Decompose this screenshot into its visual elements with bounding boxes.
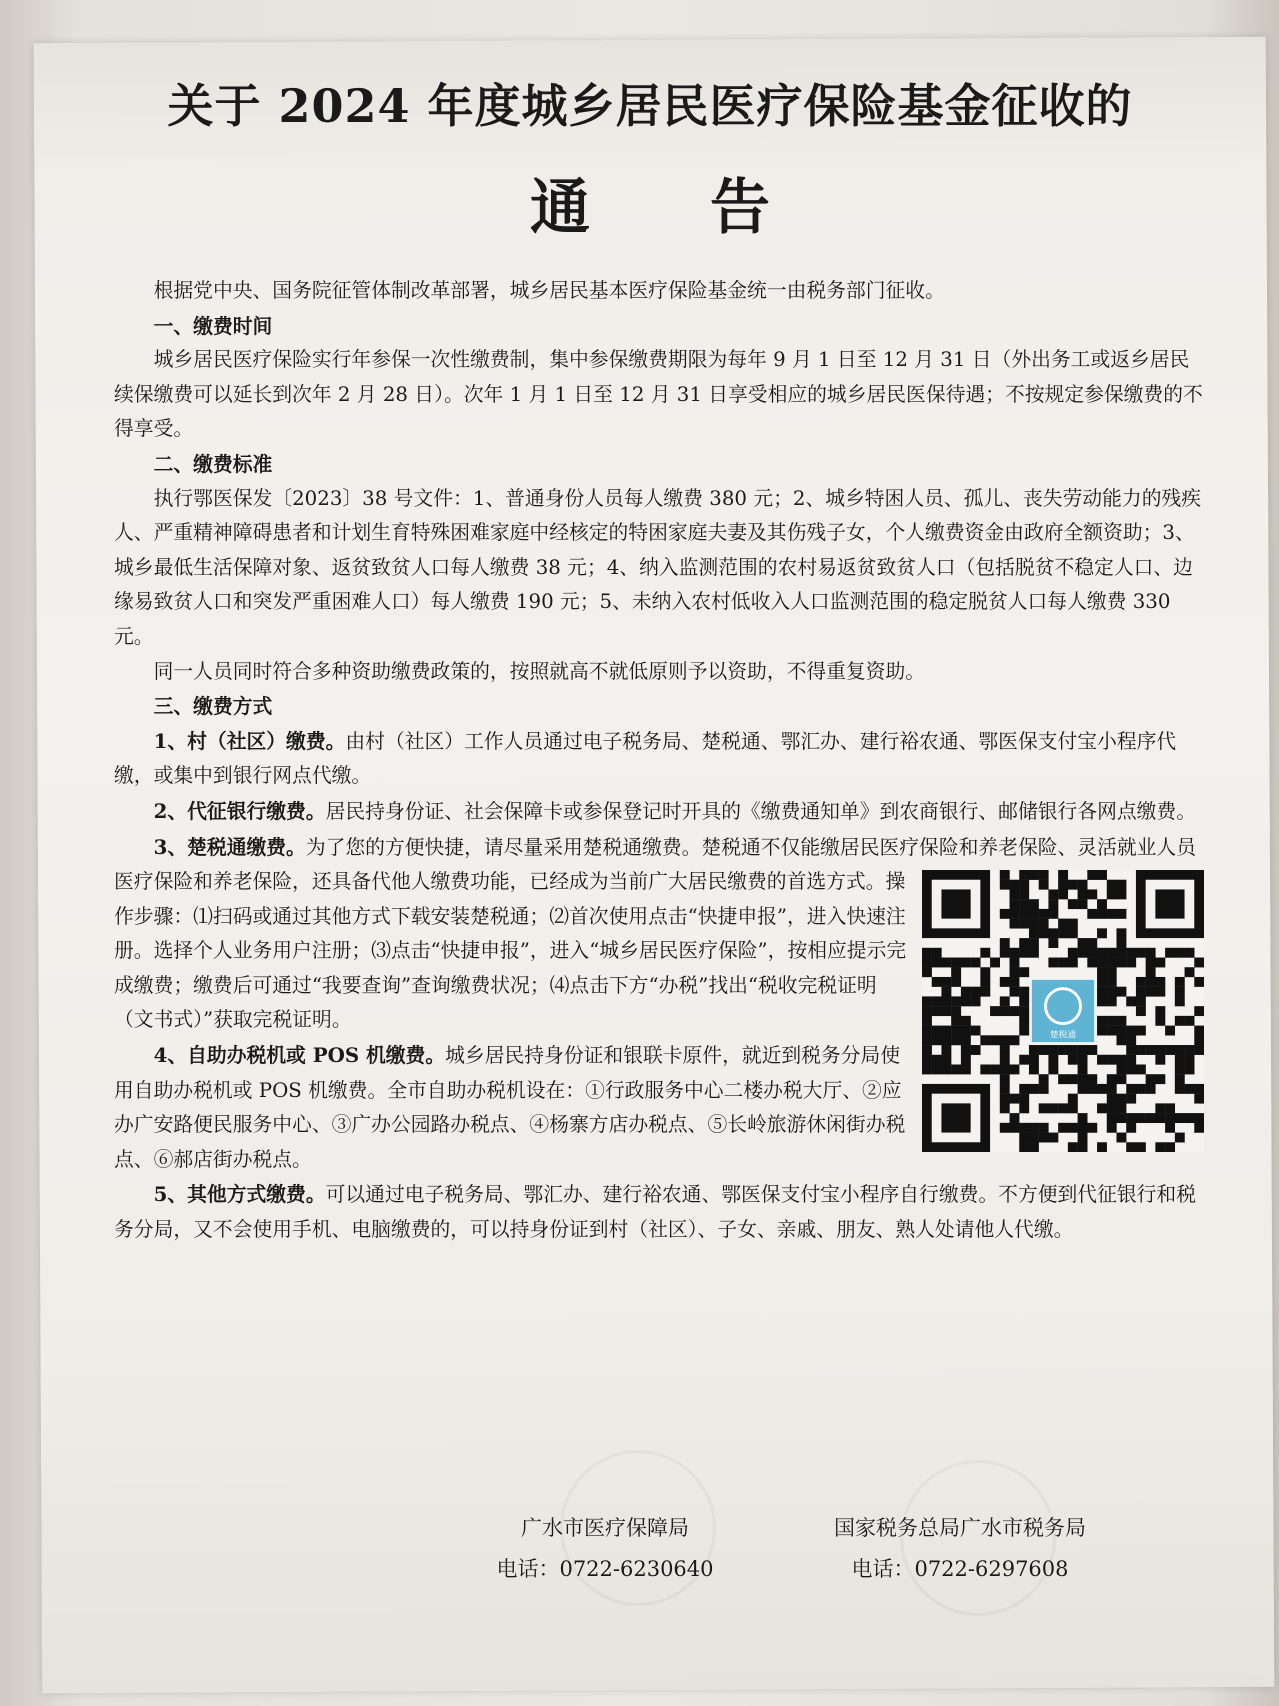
qr-code-container — [922, 870, 1204, 1152]
notice-body — [114, 274, 1204, 1248]
footer-org2: 国家税务总局广水市税务局 — [834, 1516, 1086, 1540]
qr-logo-text — [1050, 1028, 1077, 1040]
method1-title: 1、村（社区）缴费。 — [153, 728, 346, 753]
method4-text: 城乡居民持身份证和银联卡原件，就近到税务分局使用自助办税机或 POS 机缴费。全市自助办税机设在：①行政服务中心二楼办税大厅、②应办广安路便民服务中心、③广办公园路办税点、④杨寨方店办税点、⑤长岭旅游休闲街办税点、⑥郝店街办税点。 — [114, 1044, 906, 1171]
footer-medical-bureau — [480, 1508, 730, 1590]
footer-tax-bureau — [810, 1508, 1110, 1590]
method3-text: 为了您的方便快捷，请尽量采用楚税通缴费。楚税通不仅能缴居民医疗保险和养老保险、灵活就业人员医疗保险和养老保险，还具备代他人缴费功能，已经成为当前广大居民缴费的首选方式。操作步骤：⑴扫码或通过其他方式下载安装楚税通；⑵首次使用点击“快捷申报”，进入快速注册。选择个人业务用户注册；⑶点击“快捷申报”，进入“城乡居民医疗保险”，按相应提示完成缴费；缴费后可通过“我要查询”查询缴费状况；⑷点击下方“办税”找出“税收完税证明（文书式）”获取完税证明。 — [114, 835, 1196, 1032]
method2 — [114, 794, 1204, 830]
notice-subtitle: 通告 — [530, 173, 890, 243]
method4-title: 4、自助办税机或 POS 机缴费。 — [153, 1043, 446, 1068]
section2-text: 执行鄂医保发〔2023〕38 号文件：1、普通身份人员每人缴费 380 元；2、城乡特困人员、孤儿、丧失劳动能力的残疾人、严重精神障碍患者和计划生育特殊困难家庭中经核定的特困家庭夫妻及其伤残子女，个人缴费资金由政府全额资助；3、城乡最低生活保障对象、返贫致贫人口每人缴费 38 元；4、纳入监测范围的农村易返贫致贫人口（包括脱贫不稳定人口、边缘易致贫人口和突发严重困难人口）每人缴费 190 元；5、未纳入农村低收入人口监测范围的稳定脱贫人口每人缴费 330 元。 — [114, 486, 1202, 648]
section1-heading: 一、缴费时间 — [153, 313, 273, 338]
footer-phone1: 电话：0722-6230640 — [496, 1557, 714, 1581]
footer-org1: 广水市医疗保障局 — [521, 1516, 689, 1540]
section2-heading: 二、缴费标准 — [153, 451, 273, 476]
section1-text: 城乡居民医疗保险实行年参保一次性缴费制，集中参保缴费期限为每年 9 月 1 日至 12 月 31 日（外出务工或返乡居民续保缴费可以延长到次年 2 月 28 日）。次年 1 月 1 日至 12 月 31 日享受相应的城乡居民医保待遇；不按规定参保缴费的不得享受。 — [114, 348, 1203, 441]
method5 — [114, 1177, 1204, 1247]
method5-text: 可以通过电子税务局、鄂汇办、建行裕农通、鄂医保支付宝小程序自行缴费。不方便到代征银行和税务分局，又不会使用手机、电脑缴费的，可以持身份证到村（社区）、子女、亲戚、朋友、熟人处请他人代缴。 — [114, 1183, 1196, 1242]
method2-title: 2、代征银行缴费。 — [153, 798, 326, 823]
method1 — [114, 724, 1204, 794]
method3 — [114, 830, 1204, 1039]
method5-title: 5、其他方式缴费。 — [153, 1182, 326, 1207]
notice-title: 关于 2024 年度城乡居民医疗保险基金征收的 — [167, 79, 1133, 133]
qr-code-icon[interactable] — [922, 870, 1204, 1152]
section2-note: 同一人员同时符合多种资助缴费政策的，按照就高不就低原则予以资助，不得重复资助。 — [153, 659, 926, 683]
method3-title: 3、楚税通缴费。 — [153, 834, 306, 859]
method1-text: 由村（社区）工作人员通过电子税务局、楚税通、鄂汇办、建行裕农通、鄂医保支付宝小程序代缴，或集中到银行网点代缴。 — [114, 729, 1177, 788]
section3-heading: 三、缴费方式 — [153, 694, 273, 719]
method2-text: 居民持身份证、社会保障卡或参保登记时开具的《缴费通知单》到农商银行、邮储银行各网点缴费。 — [325, 799, 1196, 823]
footer-phone2: 电话：0722-6297608 — [851, 1557, 1069, 1581]
intro-paragraph: 根据党中央、国务院征管体制改革部署，城乡居民基本医疗保险基金统一由税务部门征收。 — [153, 279, 945, 302]
